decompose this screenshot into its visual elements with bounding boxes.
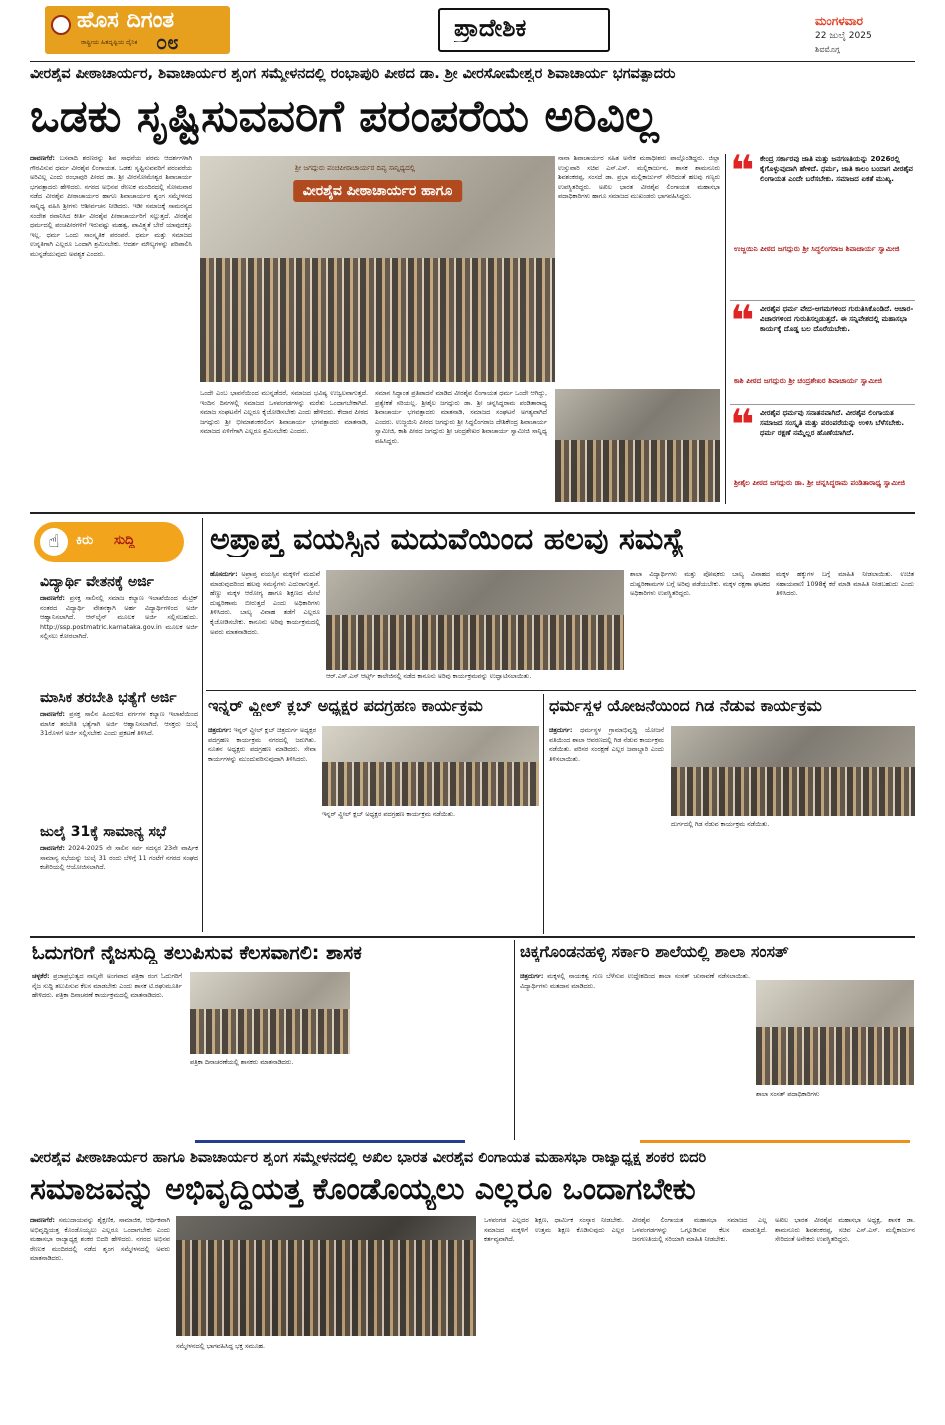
story2-col-c: ಮಕ್ಕಳ ಹಕ್ಕುಗಳ ಬಗ್ಗೆ ಮಾಹಿತಿ ನೀಡಲಾಯಿತು. ಉಚಿತ ಸಹಾಯವಾಣಿ 1098ಕ್ಕೆ ಕರೆ ಮಾಡಿ ಮಾಹಿತಿ ನೀಡಬಹುದು ಎಂದು ತಿಳಿಸಿದರು. <box>776 570 914 598</box>
story3-body: ಇನ್ನರ್ ವ್ಹೀಲ್ ಕ್ಲಬ್ ಚಿತ್ರದುರ್ಗ ಅಧ್ಯಕ್ಷರ ಪದಗ್ರಹಣ ಕಾರ್ಯಕ್ರಮ ನಗರದಲ್ಲಿ ಜರುಗಿತು. ನೂತನ ಅಧ್ಯಕ್ಷರು ಪದಗ್ರಹಣ ಮಾಡಿದರು. ಸೇವಾ ಕಾರ್ಯಗಳನ್ನು ಮುಂದುವರಿಸುವುದಾಗಿ ತಿಳಿಸಿದರು. <box>208 726 316 763</box>
story7-col-2: ಒಳಪಂಗಡ ಎಲ್ಲದರ ಶಿಕ್ಷಣ, ಧಾರ್ಮಿಕ ಸಂಸ್ಕಾರ ನೀಡಬೇಕು. ಸಮಾಜದ ಮಕ್ಕಳಿಗೆ ಉತ್ತಮ ಶಿಕ್ಷಣ ಕೊಡಿಸುವುದು ಎಲ್ಲರ ಕರ್ತವ್ಯವಾಗಿದೆ. <box>484 1216 624 1244</box>
lead-kicker: ವೀರಶೈವ ಪೀಠಾಚಾರ್ಯರ, ಶಿವಾಚಾರ್ಯರ ಶೃಂಗ ಸಮ್ಮೇಳನದಲ್ಲಿ ರಂಭಾಪುರಿ ಪೀಠದ ಡಾ. ಶ್ರೀ ವೀರಸೋಮೇಶ್ವರ ಶಿವಾಚಾರ್ಯ ಭಗವತ್ಪಾದರು <box>30 66 676 82</box>
story2-photo <box>326 570 624 670</box>
lead-col-3: ಸಮಾನ ಸಿದ್ಧಾಂತ ಪ್ರತಿಪಾದನೆ ಮಾಡಿದ ವೀರಶೈವ ಲಿಂಗಾಯತ ಧರ್ಮ ಒಂದೇ ಆಗಿದ್ದು, ಪ್ರತ್ಯೇಕತೆ ಸರಿಯಲ್ಲ. ಶ್ರೀಶೈಲ ಜಗದ್ಗುರು ಡಾ. ಶ್ರೀ ಚನ್ನಸಿದ್ಧರಾಮ ಪಂಡಿತಾರಾಧ್ಯ ಶಿವಾಚಾರ್ಯ ಭಗವತ್ಪಾದರು ಮಾತನಾಡಿ, ಸಮಾಜದ ಸಂಘಟನೆ ಅಗತ್ಯವಾಗಿದೆ ಎಂದರು. ಉಜ್ಜಯಿನಿ ಪೀಠದ ಜಗದ್ಗುರು ಶ್ರೀ ಸಿದ್ಧಲಿಂಗರಾಜ ದೇಶಿಕೇಂದ್ರ ಶಿವಾಚಾರ್ಯ ಸ್ವಾಮೀಜಿ, ಕಾಶಿ ಪೀಠದ ಜಗದ್ಗುರು ಶ್ರೀ ಚಂದ್ರಶೇಖರ ಶಿವಾಚಾರ್ಯ ಸ್ವಾಮೀಜಿ ಸಾನ್ನಿಧ್ಯ ವಹಿಸಿದ್ದರು. <box>375 389 547 445</box>
kiru-item-2-title: ಮಾಸಿಕ ತರಬೇತಿ ಭತ್ಯೆಗೆ ಅರ್ಜಿ <box>40 690 177 706</box>
color-band-right <box>640 1140 910 1143</box>
story6-col <box>520 972 750 1132</box>
kiru-item-3-body <box>40 844 198 924</box>
weekday: ಮಂಗಳವಾರ <box>815 14 864 28</box>
story-school-parliament <box>518 940 916 1140</box>
quote-1-text: ಕೇಂದ್ರ ಸರ್ಕಾರವು ಜಾತಿ ಮತ್ತು ಜನಗಣತಿಯನ್ನು 2026ರಲ್ಲಿ ಕೈಗೊಳ್ಳುವುದಾಗಿ ಹೇಳಿದೆ. ಧರ್ಮ, ಜಾತಿ ಕಾಲಂ ಬಂದಾಗ ವೀರಶೈವ ಲಿಂಗಾಯತ ಎಂದೇ ಬರೆಸಬೇಕು. ಸಮಾಜದ ಏಕತೆ ಮುಖ್ಯ. <box>760 154 913 183</box>
kiru-label <box>34 522 184 562</box>
story-child-marriage <box>206 518 916 688</box>
story-mahasabha <box>0 1146 945 1425</box>
quote-3 <box>730 408 920 504</box>
lead-photo-2-crowd <box>555 440 720 502</box>
kiru-item-1-dateline: ದಾವಣಗೆರೆ: <box>40 594 65 602</box>
story6-photo <box>756 980 914 1085</box>
story7-col-3: ವೀರಶೈವ ಲಿಂಗಾಯತ ಮಹಾಸಭಾ ಸಮಾಜದ ಎಲ್ಲ ಒಳಪಂಗಡಗಳನ್ನು ಒಗ್ಗೂಡಿಸುವ ಕೆಲಸ ಮಾಡುತ್ತಿದೆ. ಜನಗಣತಿಯಲ್ಲಿ ಸರಿಯಾಗಿ ಮಾಹಿತಿ ನೀಡಬೇಕು. <box>632 1216 767 1244</box>
story5-col <box>32 972 182 1132</box>
lead-col-2: ಒಂದೇ ಎಂಬ ಭಾವನೆಯಿಂದ ಮುನ್ನಡೆದರೆ, ಸಮಾಜದ ಭವಿಷ್ಯ ಉಜ್ವಲವಾಗುತ್ತದೆ. ಇಂದಿನ ದಿನಗಳಲ್ಲಿ ಸಮಾಜದ ಒಳಪಂಗಡಗಳನ್ನು ಮರೆತು ಒಂದಾಗಬೇಕಾಗಿದೆ. ಸಮಾಜ ಸಂಘಟನೆಗೆ ಎಲ್ಲರೂ ಕೈಜೋಡಿಸಬೇಕು ಎಂದು ಹೇಳಿದರು. ಕೇದಾರ ಪೀಠದ ಜಗದ್ಗುರು ಶ್ರೀ ಭೀಮಾಶಂಕರಲಿಂಗ ಶಿವಾಚಾರ್ಯ ಭಗವತ್ಪಾದರು ಮಾತನಾಡಿ, ಸಮಾಜದ ಏಳಿಗೆಗಾಗಿ ಎಲ್ಲರೂ ಶ್ರಮಿಸಬೇಕು ಎಂದರು. <box>200 389 368 436</box>
story5-photo <box>190 972 350 1054</box>
lead-col-1 <box>30 154 192 504</box>
story2-headline: ಅಪ್ರಾಪ್ತ ವಯಸ್ಸಿನ ಮದುವೆಯಿಂದ ಹಲವು ಸಮಸ್ಯೆ <box>210 522 685 557</box>
lead-photo-banner-top: ಶ್ರೀ ಜಗದ್ಗುರು ಪಂಚಪೀಠಾಚಾರ್ಯರ ದಿವ್ಯ ಸಾನ್ನಿಧ್ಯದಲ್ಲಿ <box>295 164 416 172</box>
story5-caption: ಪತ್ರಿಕಾ ದಿನಾಚರಣೆಯಲ್ಲಿ ಶಾಸಕರು ಮಾತನಾಡಿದರು. <box>190 1058 294 1066</box>
story7-dateline: ದಾವಣಗೆರೆ: <box>30 1216 55 1224</box>
story2-dateline: ಹೊಸದುರ್ಗ: <box>210 570 238 578</box>
kiru-item-2-text: ಪ್ರಸಕ್ತ ಸಾಲಿನ ಹಿಂದುಳಿದ ವರ್ಗಗಳ ಕಲ್ಯಾಣ ಇಲಾಖೆಯಿಂದ ಮಾಸಿಕ ತರಬೇತಿ ಭತ್ಯೆಗಾಗಿ ಅರ್ಜಿ ಆಹ್ವಾನಿಸಲಾಗಿದೆ. ಆಸಕ್ತರು ಜುಲೈ 31ರೊಳಗೆ ಅರ್ಜಿ ಸಲ್ಲಿಸಬೇಕು ಎಂದು ಪ್ರಕಟಣೆ ತಿಳಿಸಿದೆ. <box>40 710 198 738</box>
story7-photo-crowd <box>176 1240 476 1336</box>
story7-body-1: ಸಮುದಾಯವನ್ನು ಶೈಕ್ಷಣಿಕ, ಸಾಮಾಜಿಕ, ಆರ್ಥಿಕವಾಗಿ ಅಭಿವೃದ್ಧಿಯತ್ತ ಕೊಂಡೊಯ್ಯಲು ಎಲ್ಲರೂ ಒಂದಾಗಬೇಕು ಎಂದು ಮಹಾಸಭಾ ರಾಜ್ಯಾಧ್ಯಕ್ಷ ಶಂಕರ ಬಿದರಿ ಹೇಳಿದರು. ನಗರದ ಅಭಿನವ ರೇಣುಕ ಮಂದಿರದಲ್ಲಿ ನಡೆದ ಶೃಂಗ ಸಮ್ಮೇಳನದಲ್ಲಿ ಅವರು ಮಾತನಾಡಿದರು. <box>30 1216 170 1263</box>
quote-mark-icon: ❝ <box>730 408 755 449</box>
kiru-label-prefix: ಕಿರು <box>76 533 94 548</box>
story2-col-a <box>210 570 320 688</box>
quote-mark-icon: ❝ <box>730 304 755 345</box>
story5-body: ಪ್ರಜಾಪ್ರಭುತ್ವದ ನಾಲ್ಕನೇ ಅಂಗವಾದ ಪತ್ರಿಕಾ ರಂಗ ಓದುಗರಿಗೆ ನೈಜ ಸುದ್ದಿ ತಲುಪಿಸುವ ಕೆಲಸ ಮಾಡಬೇಕು ಎಂದು ಶಾಸಕ ಟಿ.ರಘುಮೂರ್ತಿ ಹೇಳಿದರು. ಪತ್ರಿಕಾ ದಿನಾಚರಣೆ ಕಾರ್ಯಕ್ರಮದಲ್ಲಿ ಮಾತನಾಡಿದರು. <box>32 972 182 1000</box>
story4-body: ಧರ್ಮಸ್ಥಳ ಗ್ರಾಮಾಭಿವೃದ್ಧಿ ಯೋಜನೆ ವತಿಯಿಂದ ಶಾಲಾ ಆವರಣದಲ್ಲಿ ಗಿಡ ನೆಡುವ ಕಾರ್ಯಕ್ರಮ ನಡೆಯಿತು. ಪರಿಸರ ಸಂರಕ್ಷಣೆ ಎಲ್ಲರ ಜವಾಬ್ದಾರಿ ಎಂದು ತಿಳಿಸಲಾಯಿತು. <box>549 726 664 763</box>
masthead-rule <box>30 61 915 62</box>
quote-2-source: ಕಾಶಿ ಪೀಠದ ಜಗದ್ಗುರು ಶ್ರೀ ಚಂದ್ರಶೇಖರ ಶಿವಾಚಾರ್ಯ ಸ್ವಾಮೀಜಿ <box>734 376 883 385</box>
lead-body-1: ಬಸವಾದಿ ಶರಣರನ್ನು ಶಿವ ಸಾಧನೆಯ ಪರಮ ಆದರ್ಶಗಳಾಗಿ ಗೌರವಿಸುವ ಧರ್ಮ ವೀರಶೈವ ಲಿಂಗಾಯತ. ಒಡಕು ಸೃಷ್ಟಿಸುವವರಿಗೆ ಪರಂಪರೆಯ ಅರಿವಿಲ್ಲ ಎಂದು ರಂಭಾಪುರಿ ಪೀಠದ ಡಾ. ಶ್ರೀ ವೀರಸೋಮೇಶ್ವರ ಶಿವಾಚಾರ್ಯ ಭಗವತ್ಪಾದರು ಹೇಳಿದರು. ನಗರದ ಅಭಿನವ ರೇಣುಕ ಮಂದಿರದಲ್ಲಿ ಸೋಮವಾರ ನಡೆದ ವೀರಶೈವ ಪೀಠಾಚಾರ್ಯರ ಹಾಗೂ ಶಿವಾಚಾರ್ಯರ ಶೃಂಗ ಸಮ್ಮೇಳನದ ಸಾನ್ನಿಧ್ಯ ವಹಿಸಿ ಶ್ರೀಗಳು ಆಶೀರ್ವಚನ ನೀಡಿದರು. ಇಡೀ ಸಮಾಜಕ್ಕೆ ಸಾಮರಸ್ಯದ ಸಂದೇಶ ರವಾನಿಸಿದ ಕೀರ್ತಿ ವೀರಶೈವ ಪೀಠಾಚಾರ್ಯರಿಗೆ ಸಲ್ಲುತ್ತದೆ. ವೀರಶೈವ ಧರ್ಮದಲ್ಲಿ ಪಂಚಪೀಠಗಳಿಗೆ ಇರುವಷ್ಟು ಮಹತ್ವ, ಪಾವಿತ್ರ್ಯತೆ ಬೇರೆ ಯಾವುದಕ್ಕೂ ಇಲ್ಲ. ಧರ್ಮ ಒಂದು ಸಾಂಸ್ಕೃತಿಕ ಪರಂಪರೆ. ಧರ್ಮ ಮತ್ತು ಸಮಾಜದ ಉನ್ನತಿಗಾಗಿ ಎಲ್ಲರೂ ಒಂದಾಗಿ ಶ್ರಮಿಸಬೇಕು. ಆದರ್ಶ ಮೌಲ್ಯಗಳನ್ನು ಪರಿಪಾಲಿಸಿ ಮುನ್ನಡೆಯುವುದು ಅವಶ್ಯಕ ಎಂದರು. <box>30 154 192 258</box>
quote-rule-1 <box>730 300 915 301</box>
kiru-divider <box>202 518 203 932</box>
kiru-item-2-dateline: ದಾವಣಗೆರೆ: <box>40 710 65 718</box>
city: ಶಿವಮೊಗ್ಗ <box>815 45 840 54</box>
story3-photo <box>322 726 539 806</box>
logo-tagline: ರಾಷ್ಟ್ರೀಯ ಹಿತದೃಷ್ಟಿಯ ದೈನಿಕ <box>81 39 138 46</box>
quote-2-text: ವೀರಶೈವ ಧರ್ಮ ವೇದ-ಆಗಮಗಳಿಂದ ಗುರುತಿಸಿಕೊಂಡಿದೆ. ಆಚಾರ-ವಿಚಾರಗಳಿಂದ ಗುರುತಿಸಲ್ಪಡುತ್ತದೆ. ಈ ಸನ್ನಿವೇಶದಲ್ಲಿ ಮಹಾಸಭಾ ಕಾರ್ಯಕ್ಕೆ ದೊಡ್ಡ ಬಲ ದೊರೆಯಬೇಕು. <box>760 304 914 333</box>
story2-bottom-rule <box>206 690 916 691</box>
quote-1-source: ಉಜ್ಜಯಿನಿ ಪೀಠದ ಜಗದ್ಗುರು ಶ್ರೀ ಸಿದ್ಧಲಿಂಗರಾಜ ಶಿವಾಚಾರ್ಯ ಸ್ವಾಮೀಜಿ <box>734 244 900 253</box>
story7-kicker: ವೀರಶೈವ ಪೀಠಾಚಾರ್ಯರ ಹಾಗೂ ಶಿವಾಚಾರ್ಯರ ಶೃಂಗ ಸಮ್ಮೇಳನದಲ್ಲಿ ಅಖಿಲ ಭಾರತ ವೀರಶೈವ ಲಿಂಗಾಯತ ಮಹಾಸಭಾ ರಾಜ್ಯಾಧ್ಯಕ್ಷ ಶಂಕರ ಬಿದರಿ <box>30 1150 707 1166</box>
lead-dateline: ದಾವಣಗೆರೆ: <box>30 154 55 162</box>
story5-headline: ಓದುಗರಿಗೆ ನೈಜಸುದ್ದಿ ತಲುಪಿಸುವ ಕೆಲಸವಾಗಲಿ: ಶಾಸಕ <box>32 942 362 964</box>
story4-photo <box>671 726 915 816</box>
quote-mark-icon: ❝ <box>730 154 755 195</box>
kiru-item-1-title: ವಿದ್ಯಾರ್ಥಿ ವೇತನಕ್ಕೆ ಅರ್ಜಿ <box>40 574 154 590</box>
story4-photo-crowd <box>671 767 915 817</box>
section-title: ಪ್ರಾದೇಶಿಕ <box>454 14 527 42</box>
story5-dateline: ಚಳ್ಳಕೆರೆ: <box>32 972 50 980</box>
story7-photo <box>176 1216 476 1336</box>
logo <box>45 6 230 54</box>
story3-col <box>208 726 316 931</box>
masthead <box>0 0 945 62</box>
quote-rule-2 <box>730 404 915 405</box>
story7-col-1 <box>30 1216 170 1421</box>
kiru-item-1-text: ಪ್ರಸಕ್ತ ಸಾಲಿನಲ್ಲಿ ಸಮಾಜ ಕಲ್ಯಾಣ ಇಲಾಖೆಯಿಂದ ಮೆಟ್ರಿಕ್ ನಂತರದ ವಿದ್ಯಾರ್ಥಿ ವೇತನಕ್ಕಾಗಿ ಅರ್ಹ ವಿದ್ಯಾರ್ಥಿಗಳಿಂದ ಅರ್ಜಿ ಆಹ್ವಾನಿಸಲಾಗಿದೆ. ಆನ್‌ಲೈನ್ ಮೂಲಕ ಅರ್ಜಿ ಸಲ್ಲಿಸಬಹುದು. http://ssp.postmatric.karnataka.gov.in ಮೂಲಕ ಅರ್ಜಿ ಸಲ್ಲಿಸಲು ಕೋರಲಾಗಿದೆ. <box>40 594 198 641</box>
kiru-hand-icon: ☝ <box>40 528 68 556</box>
story4-col <box>549 726 664 931</box>
story6-body: ಮಕ್ಕಳಲ್ಲಿ ನಾಯಕತ್ವ ಗುಣ ಬೆಳೆಸುವ ಉದ್ದೇಶದಿಂದ ಶಾಲಾ ಸಂಸತ್ ಚುನಾವಣೆ ನಡೆಸಲಾಯಿತು. ವಿದ್ಯಾರ್ಥಿಗಳು ಮತದಾನ ಮಾಡಿದರು. <box>520 972 750 990</box>
story4-dateline: ಚಿತ್ರದುರ್ಗ: <box>549 726 573 734</box>
kiru-item-2-body <box>40 710 198 818</box>
story3-divider <box>543 694 544 934</box>
story3-photo-crowd <box>322 762 539 806</box>
quote-3-source: ಶ್ರೀಶೈಲ ಪೀಠದ ಜಗದ್ಗುರು ಡಾ. ಶ್ರೀ ಚನ್ನಸಿದ್ಧರಾಮ ಪಂಡಿತಾರಾಧ್ಯ ಸ್ವಾಮೀಜಿ <box>734 478 906 487</box>
story4-caption: ದುರ್ಗದಲ್ಲಿ ಗಿಡ ನೆಡುವ ಕಾರ್ಯಕ್ರಮ ನಡೆಯಿತು. <box>671 820 770 828</box>
story6-dateline: ಚಿತ್ರದುರ್ಗ: <box>520 972 544 980</box>
kiru-item-3-dateline: ದಾವಣಗೆರೆ: <box>40 844 65 852</box>
kiru-suddi <box>30 518 200 932</box>
lead-bottom-rule <box>30 512 915 514</box>
story-inner-wheel <box>206 694 541 934</box>
quote-2 <box>730 304 920 404</box>
story34-bottom-rule <box>30 936 915 938</box>
story-dharmasthala <box>547 694 917 934</box>
story6-photo-crowd <box>756 1027 914 1085</box>
section-title-box <box>438 8 610 52</box>
kiru-label-suffix: ಸುದ್ದಿ <box>114 533 135 548</box>
lead-photo <box>200 156 555 382</box>
story5-photo-crowd <box>190 1009 350 1054</box>
story7-col-4: ಅಖಿಲ ಭಾರತ ವೀರಶೈವ ಮಹಾಸಭಾ ಅಧ್ಯಕ್ಷ, ಶಾಸಕ ಡಾ. ಶಾಮನೂರು ಶಿವಶಂಕರಪ್ಪ, ಸಚಿವ ಎಸ್.ಎಸ್. ಮಲ್ಲಿಕಾರ್ಜುನ ಸೇರಿದಂತೆ ಅನೇಕರು ಉಪಸ್ಥಿತರಿದ್ದರು. <box>775 1216 915 1244</box>
kiru-item-1-body <box>40 594 198 684</box>
quote-3-text: ವೀರಶೈವ ಧರ್ಮವು ಸನಾತನವಾಗಿದೆ. ವೀರಶೈವ ಲಿಂಗಾಯತ ಸಮಾಜದ ಸಂಸ್ಕೃತಿ ಮತ್ತು ಪರಂಪರೆಯನ್ನು ಉಳಿಸಿ ಬೆಳೆಸಬೇಕು. ಧರ್ಮ ರಕ್ಷಣೆ ನಮ್ಮೆಲ್ಲರ ಹೊಣೆಯಾಗಿದೆ. <box>760 408 905 437</box>
quote-1 <box>730 154 920 272</box>
lead-col-4: ನಾನಾ ಶಿವಾಚಾರ್ಯರ ಸಹಿತ ಅನೇಕ ಮಠಾಧೀಶರು ಪಾಲ್ಗೊಂಡಿದ್ದರು. ಜಿಲ್ಲಾ ಉಸ್ತುವಾರಿ ಸಚಿವ ಎಸ್.ಎಸ್. ಮಲ್ಲಿಕಾರ್ಜುನ, ಶಾಸಕ ಶಾಮನೂರು ಶಿವಶಂಕರಪ್ಪ, ಸಂಸದೆ ಡಾ. ಪ್ರಭಾ ಮಲ್ಲಿಕಾರ್ಜುನ್ ಸೇರಿದಂತೆ ಹಲವು ಗಣ್ಯರು ಉಪಸ್ಥಿತರಿದ್ದರು. ಅಖಿಲ ಭಾರತ ವೀರಶೈವ ಲಿಂಗಾಯತ ಮಹಾಸಭಾ ಪದಾಧಿಕಾರಿಗಳು ಹಾಗೂ ಸಮಾಜದ ಮುಖಂಡರು ಭಾಗವಹಿಸಿದ್ದರು. <box>558 154 720 201</box>
story4-headline: ಧರ್ಮಸ್ಥಳ ಯೋಜನೆಯಿಂದ ಗಿಡ ನೆಡುವ ಕಾರ್ಯಕ್ರಮ <box>549 696 822 715</box>
story-press-day <box>30 940 512 1140</box>
lead-photo-2 <box>555 389 720 502</box>
lead-headline: ಒಡಕು ಸೃಷ್ಟಿಸುವವರಿಗೆ ಪರಂಪರೆಯ ಅರಿವಿಲ್ಲ <box>30 91 659 142</box>
quotes-divider <box>725 154 726 504</box>
story6-caption: ಶಾಲಾ ಸಂಸತ್ ಪದಾಧಿಕಾರಿಗಳು <box>756 1090 820 1098</box>
story2-body-a: ಅಪ್ರಾಪ್ತ ವಯಸ್ಸಿನ ಮಕ್ಕಳಿಗೆ ಮದುವೆ ಮಾಡುವುದರಿಂದ ಹಲವು ಸಮಸ್ಯೆಗಳು ಎದುರಾಗುತ್ತವೆ. ಹೆಣ್ಣು ಮಕ್ಕಳ ಆರೋಗ್ಯ ಹಾಗೂ ಶಿಕ್ಷಣದ ಮೇಲೆ ದುಷ್ಪರಿಣಾಮ ಬೀರುತ್ತದೆ ಎಂದು ಅಧಿಕಾರಿಗಳು ತಿಳಿಸಿದರು. ಬಾಲ್ಯ ವಿವಾಹ ತಡೆಗೆ ಎಲ್ಲರೂ ಕೈಜೋಡಿಸಬೇಕು. ಕಾನೂನು ಅರಿವು ಕಾರ್ಯಕ್ರಮದಲ್ಲಿ ಅವರು ಮಾತನಾಡಿದರು. <box>210 570 320 636</box>
color-band-left <box>195 1140 465 1143</box>
story6-headline: ಚಿಕ್ಕಗೊಂಡನಹಳ್ಳಿ ಸರ್ಕಾರಿ ಶಾಲೆಯಲ್ಲಿ ಶಾಲಾ ಸಂಸತ್ <box>520 942 789 961</box>
story2-caption: ಆರ್.ಎಸ್.ಎಸ್ ಆರ್ಟ್ಸ್ ಕಾಲೇಜಿನಲ್ಲಿ ನಡೆದ ಕಾನೂನು ಅರಿವು ಕಾರ್ಯಕ್ರಮವನ್ನು ಉದ್ಘಾಟಿಸಲಾಯಿತು. <box>326 672 532 680</box>
lead-photo-crowd <box>200 258 555 382</box>
lead-photo-banner: ವೀರಶೈವ ಪೀಠಾಚಾರ್ಯರ ಹಾಗೂ <box>293 180 463 202</box>
story2-col-b: ಶಾಲಾ ವಿದ್ಯಾರ್ಥಿಗಳು ಮತ್ತು ಪೋಷಕರು ಬಾಲ್ಯ ವಿವಾಹದ ದುಷ್ಪರಿಣಾಮಗಳ ಬಗ್ಗೆ ಅರಿವು ಪಡೆಯಬೇಕು. ಮಕ್ಕಳ ರಕ್ಷಣಾ ಘಟಕದ ಅಧಿಕಾರಿಗಳು ಉಪಸ್ಥಿತರಿದ್ದರು. <box>630 570 770 598</box>
page-number: ೦೮ <box>156 30 179 54</box>
story7-headline: ಸಮಾಜವನ್ನು ಅಭಿವೃದ್ಧಿಯತ್ತ ಕೊಂಡೊಯ್ಯಲು ಎಲ್ಲರೂ ಒಂದಾಗಬೇಕು <box>30 1172 696 1207</box>
kiru-item-3-title: ಜುಲೈ 31ಕ್ಕೆ ಸಾಮಾನ್ಯ ಸಭೆ <box>40 824 167 840</box>
logo-text: ಹೊಸ ದಿಗಂತ <box>77 8 175 33</box>
story3-headline: ಇನ್ನರ್ ವ್ಹೀಲ್ ಕ್ಲಬ್ ಅಧ್ಯಕ್ಷರ ಪದಗ್ರಹಣ ಕಾರ್ಯಕ್ರಮ <box>208 696 483 715</box>
story3-dateline: ಚಿತ್ರದುರ್ಗ: <box>208 726 232 734</box>
story3-caption: ಇನ್ನರ್ ವ್ಹೀಲ್ ಕ್ಲಬ್ ಅಧ್ಯಕ್ಷರ ಪದಗ್ರಹಣ ಕಾರ್ಯಕ್ರಮ ನಡೆಯಿತು. <box>322 810 456 818</box>
date: 22 ಜುಲೈ 2025 <box>815 31 872 41</box>
logo-emblem-icon <box>51 15 71 35</box>
story2-photo-crowd <box>326 615 624 670</box>
story7-caption: ಸಮ್ಮೇಳನದಲ್ಲಿ ಭಾಗವಹಿಸಿದ್ದ ಭಕ್ತ ಸಮೂಹ. <box>176 1342 265 1350</box>
kiru-item-3-text: 2024-2025 ನೇ ಸಾಲಿನ ಸರ್ವ ಸದಸ್ಯರ 23ನೇ ವಾರ್ಷಿಕ ಸಾಮಾನ್ಯ ಸಭೆಯನ್ನು ಜುಲೈ 31 ರಂದು ಬೆಳಿಗ್ಗೆ 11 ಗಂಟೆಗೆ ನಗರದ ಸಂಘದ ಕಚೇರಿಯಲ್ಲಿ ಆಯೋಜಿಸಲಾಗಿದೆ. <box>40 844 198 872</box>
story5-divider <box>514 940 515 1140</box>
lead-story <box>0 64 945 509</box>
